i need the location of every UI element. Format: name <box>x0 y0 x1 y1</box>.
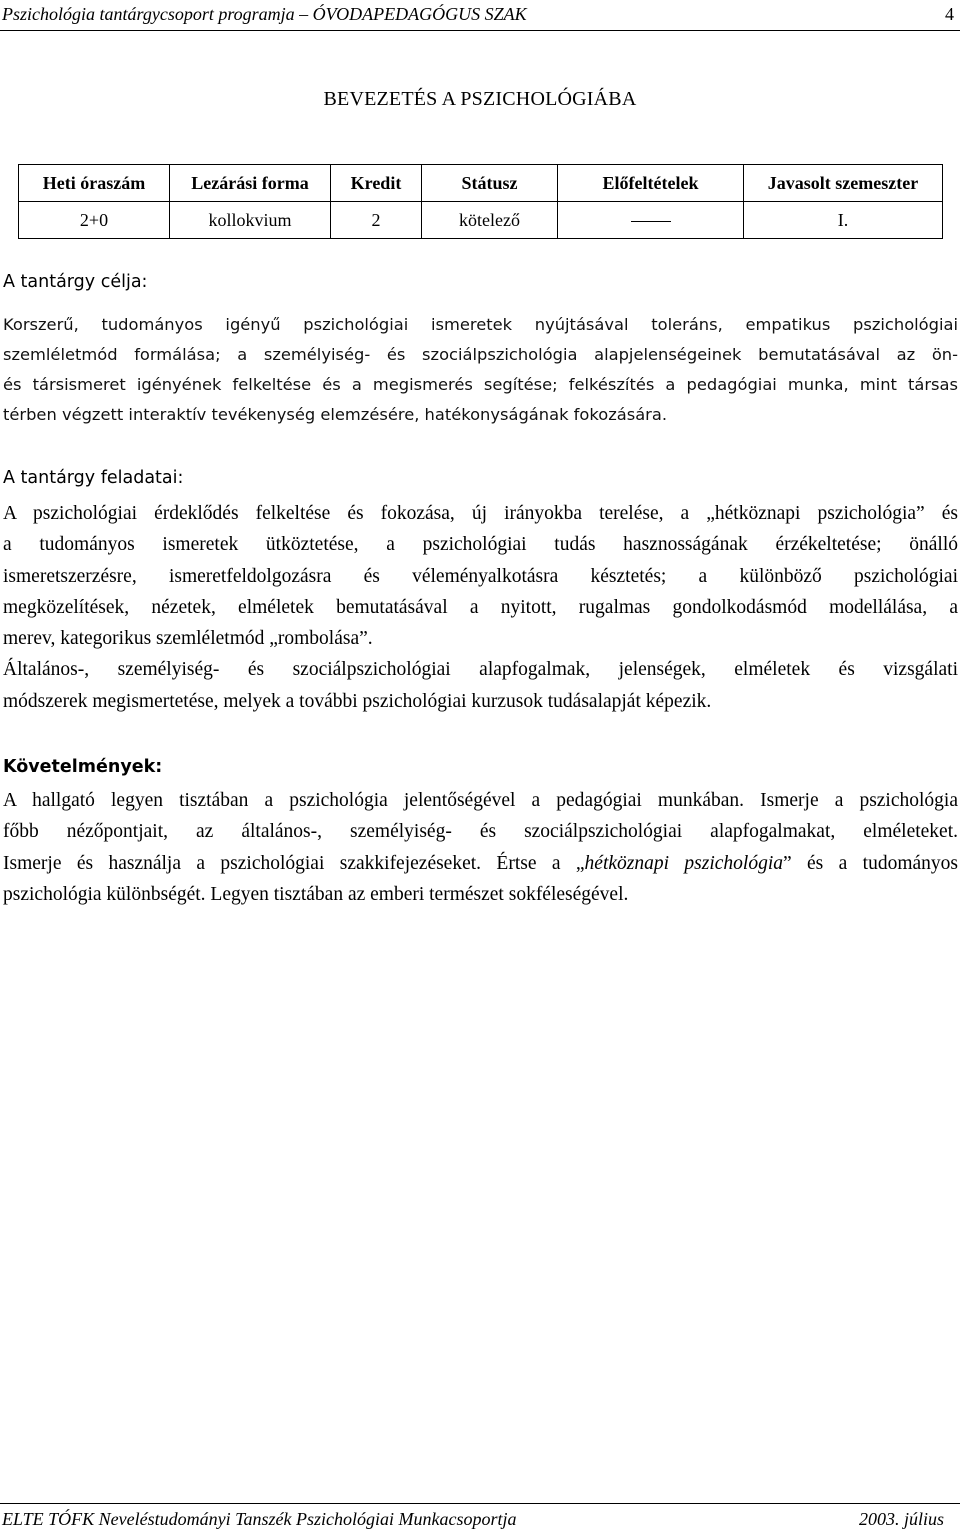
italic-term: hétköznapi pszichológia <box>584 852 783 874</box>
text-line: módszerek megismertetése, melyek a további pszichológiai kurzusok tudásalapját képezik. <box>3 690 712 712</box>
text-line: a tudományos ismeretek ütköztetése, a pszichológiai tudás hasznosságának érzékeltetése; önálló <box>3 534 958 556</box>
text-fragment: ” és a tudományos <box>783 852 959 874</box>
dash-mark <box>631 221 671 222</box>
table-header-cell: Heti óraszám <box>19 165 170 202</box>
goal-heading: A tantárgy célja: <box>3 272 148 292</box>
course-info-table <box>18 164 943 239</box>
requirements-heading: Követelmények: <box>3 757 163 777</box>
table-header-row <box>19 165 943 202</box>
table-cell: 2+0 <box>19 202 170 239</box>
text-line: Általános-, személyiség- és szociálpszichológiai alapfogalmak, jelenségek, elméletek és vizsgálati <box>3 659 958 681</box>
page-footer <box>0 1503 960 1532</box>
table-cell: kötelező <box>422 202 558 239</box>
text-line: pszichológia különbségét. Legyen tisztában az emberi természet sokféleségével. <box>3 883 629 905</box>
text-line: ismeretszerzésre, ismeretfeldolgozásra és véleményalkotásra késztetés; a különböző pszichológiai <box>3 565 958 587</box>
text-line: merev, kategorikus szemléletmód „rombolása”. <box>3 628 373 650</box>
text-line: és társismeret igényének felkeltése és a megismerés segítése; felkészítés a pedagógiai munka, mint társas <box>3 375 958 394</box>
text-line: A pszichológiai érdeklődés felkeltése és fokozása, új irányokba terelése, a „hétköznapi pszichológia” és <box>3 503 958 524</box>
table-header-cell: Státusz <box>422 165 558 202</box>
text-line: Korszerű, tudományos igényű pszichológiai ismeretek nyújtásával toleráns, empatikus pszichológiai <box>3 315 958 334</box>
text-line: megközelítések, nézetek, elméletek bemutatásával a nyitott, rugalmas gondolkodásmód modellálása, a <box>3 596 958 618</box>
table-header-cell: Kredit <box>331 165 422 202</box>
table-header-cell: Előfeltételek <box>558 165 744 202</box>
header-title: Pszichológia tantárgycsoport programja – ÓVODAPEDAGÓGUS SZAK <box>2 4 527 24</box>
text-fragment: Ismerje és használja a pszichológiai szakkifejezéseket. Értse a „ <box>3 852 585 874</box>
page-number: 4 <box>945 4 954 24</box>
requirements-paragraph <box>3 785 958 910</box>
table-header-cell: Lezárási forma <box>170 165 331 202</box>
page-header <box>0 0 960 31</box>
text-line <box>3 848 958 879</box>
document-title: BEVEZETÉS A PSZICHOLÓGIÁBA <box>323 88 637 110</box>
footer-institution: ELTE TÓFK Neveléstudományi Tanszék Pszichológiai Munkacsoportja <box>2 1509 517 1529</box>
text-line: szemléletmód formálása; a személyiség- és szociálpszichológia alapjelenségeinek bemutatásával az ön- <box>3 345 958 364</box>
table-cell-empty <box>558 202 744 239</box>
text-line: A hallgató legyen tisztában a pszichológia jelentőségével a pedagógiai munkában. Ismerje a pszichológia <box>3 790 958 811</box>
footer-date: 2003. július <box>858 1509 944 1529</box>
table-cell: 2 <box>331 202 422 239</box>
text-line: főbb nézőpontjait, az általános-, személyiség- és szociálpszichológiai alapfogalmakat, elméleteket. <box>3 821 958 843</box>
table-row <box>19 202 943 239</box>
table-header-cell: Javasolt szemeszter <box>744 165 943 202</box>
text-line: térben végzett interaktív tevékenység elemzésére, hatékonyságának fokozására. <box>3 405 668 424</box>
goal-paragraph <box>3 310 958 430</box>
tasks-paragraph <box>3 498 958 717</box>
table-cell: kollokvium <box>170 202 331 239</box>
table-cell: I. <box>744 202 943 239</box>
tasks-heading: A tantárgy feladatai: <box>3 468 184 488</box>
